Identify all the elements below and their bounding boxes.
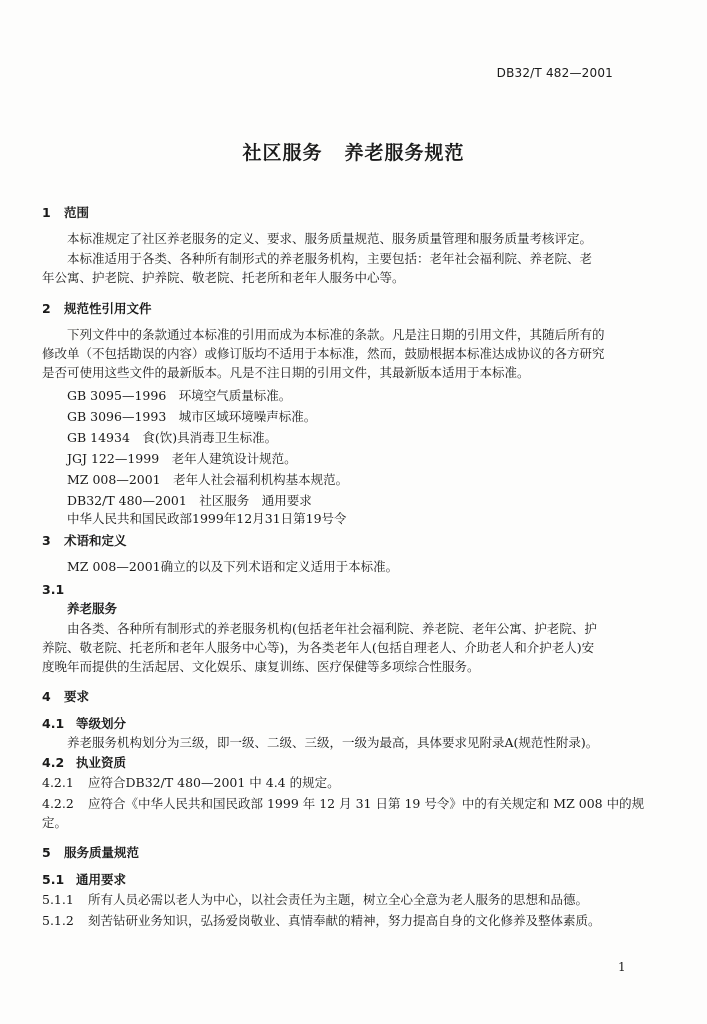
paragraph-line: 度晚年而提供的生活起居、文化娱乐、康复训练、医疗保健等多项综合性服务。 (42, 659, 480, 674)
paragraph-line: 本标准规定了社区养老服务的定义、要求、服务质量规范、服务质量管理和服务质量考核评定。 (67, 231, 593, 246)
subsection-number: 3.1 (42, 582, 65, 597)
subsection-4-1-heading (42, 716, 126, 732)
clause-text: 所有人员必需以老人为中心，以社会责任为主题，树立全心全意为老人服务的思想和品德。 (88, 892, 589, 907)
subsection-4-2-heading (42, 755, 126, 771)
reference-item: 中华人民共和国民政部1999年12月31日第19号令 (67, 511, 347, 526)
paragraph-line: 养院、敬老院、托老所和老年人服务中心等)，为各类老年人(包括自理老人、介助老人和介护老人)安 (42, 640, 595, 655)
clause-text: 应符合《中华人民共和国民政部 1999 年 12 月 31 日第 19 号令》中的有关规定和 MZ 008 中的规 (88, 796, 645, 811)
clause-number: 4.2.1 (42, 775, 74, 790)
section-title: 范围 (64, 205, 90, 220)
paragraph-line: 修改单（不包括勘误的内容）或修订版均不适用于本标准，然而，鼓励根据本标准达成协议的各方研究 (42, 346, 605, 361)
clause-number: 4.2.2 (42, 796, 74, 811)
reference-item: JGJ 122—1999 老年人建筑设计规范。 (67, 451, 297, 466)
section-number: 1 (42, 205, 51, 220)
reference-item: GB 3095—1996 环境空气质量标准。 (67, 388, 292, 403)
page-number: 1 (618, 960, 626, 974)
section-2-heading (42, 301, 152, 317)
section-title: 服务质量规范 (64, 845, 140, 860)
reference-item: DB32/T 480—2001 社区服务 通用要求 (67, 493, 312, 508)
subsection-title: 通用要求 (76, 872, 127, 887)
section-1-heading (42, 205, 89, 221)
paragraph-line: 下列文件中的条款通过本标准的引用而成为本标准的条款。凡是注日期的引用文件，其随后所有的 (67, 327, 605, 342)
section-title: 术语和定义 (64, 533, 127, 548)
paragraph-line: 年公寓、护老院、护养院、敬老院、托老所和老年人服务中心等。 (42, 270, 405, 285)
document-title (0, 138, 707, 165)
section-title: 规范性引用文件 (64, 301, 152, 316)
section-4-heading (42, 689, 89, 705)
paragraph-line: 是否可使用这些文件的最新版本。凡是不注日期的引用文件，其最新版本适用于本标准。 (42, 365, 530, 380)
reference-item: MZ 008—2001 老年人社会福利机构基本规范。 (67, 472, 349, 487)
subsection-title: 等级划分 (76, 716, 127, 731)
section-number: 5 (42, 845, 51, 860)
clause-text: 应符合DB32/T 480—2001 中 4.4 的规定。 (88, 775, 340, 790)
clause-5-1-1 (42, 892, 588, 908)
section-5-heading (42, 845, 139, 861)
subsection-number: 4.1 (42, 716, 65, 731)
paragraph-line: 定。 (42, 815, 68, 830)
subsection-5-1-heading (42, 872, 126, 888)
paragraph-line: 由各类、各种所有制形式的养老服务机构(包括老年社会福利院、养老院、老年公寓、护老院、护 (67, 621, 597, 636)
section-number: 4 (42, 689, 51, 704)
clause-4-2-1 (42, 775, 340, 791)
subsection-title: 执业资质 (76, 755, 127, 770)
clause-5-1-2 (42, 913, 601, 929)
clause-text: 刻苦钻研业务知识，弘扬爱岗敬业、真情奉献的精神，努力提高自身的文化修养及整体素质。 (88, 913, 601, 928)
clause-number: 5.1.1 (42, 892, 74, 907)
section-number: 3 (42, 533, 51, 548)
section-3-heading (42, 533, 127, 549)
reference-item: GB 3096—1993 城市区域环境噪声标准。 (67, 409, 317, 424)
clause-4-2-2 (42, 796, 644, 812)
title-part-1: 社区服务 (242, 142, 323, 164)
title-part-2: 养老服务规范 (344, 142, 465, 164)
document-code: DB32/T 482—2001 (496, 66, 613, 80)
paragraph-line: MZ 008—2001确立的以及下列术语和定义适用于本标准。 (67, 559, 399, 574)
clause-number: 5.1.2 (42, 913, 74, 928)
term-name: 养老服务 (67, 601, 118, 616)
reference-item: GB 14934 食(饮)具消毒卫生标准。 (67, 430, 278, 445)
paragraph-line: 本标准适用于各类、各种所有制形式的养老服务机构，主要包括：老年社会福利院、养老院、老 (67, 251, 593, 266)
paragraph-line: 养老服务机构划分为三级，即一级、二级、三级，一级为最高，具体要求见附录A(规范性附录)。 (67, 735, 599, 750)
subsection-number: 4.2 (42, 755, 65, 770)
section-number: 2 (42, 301, 51, 316)
subsection-number: 5.1 (42, 872, 65, 887)
section-title: 要求 (64, 689, 90, 704)
